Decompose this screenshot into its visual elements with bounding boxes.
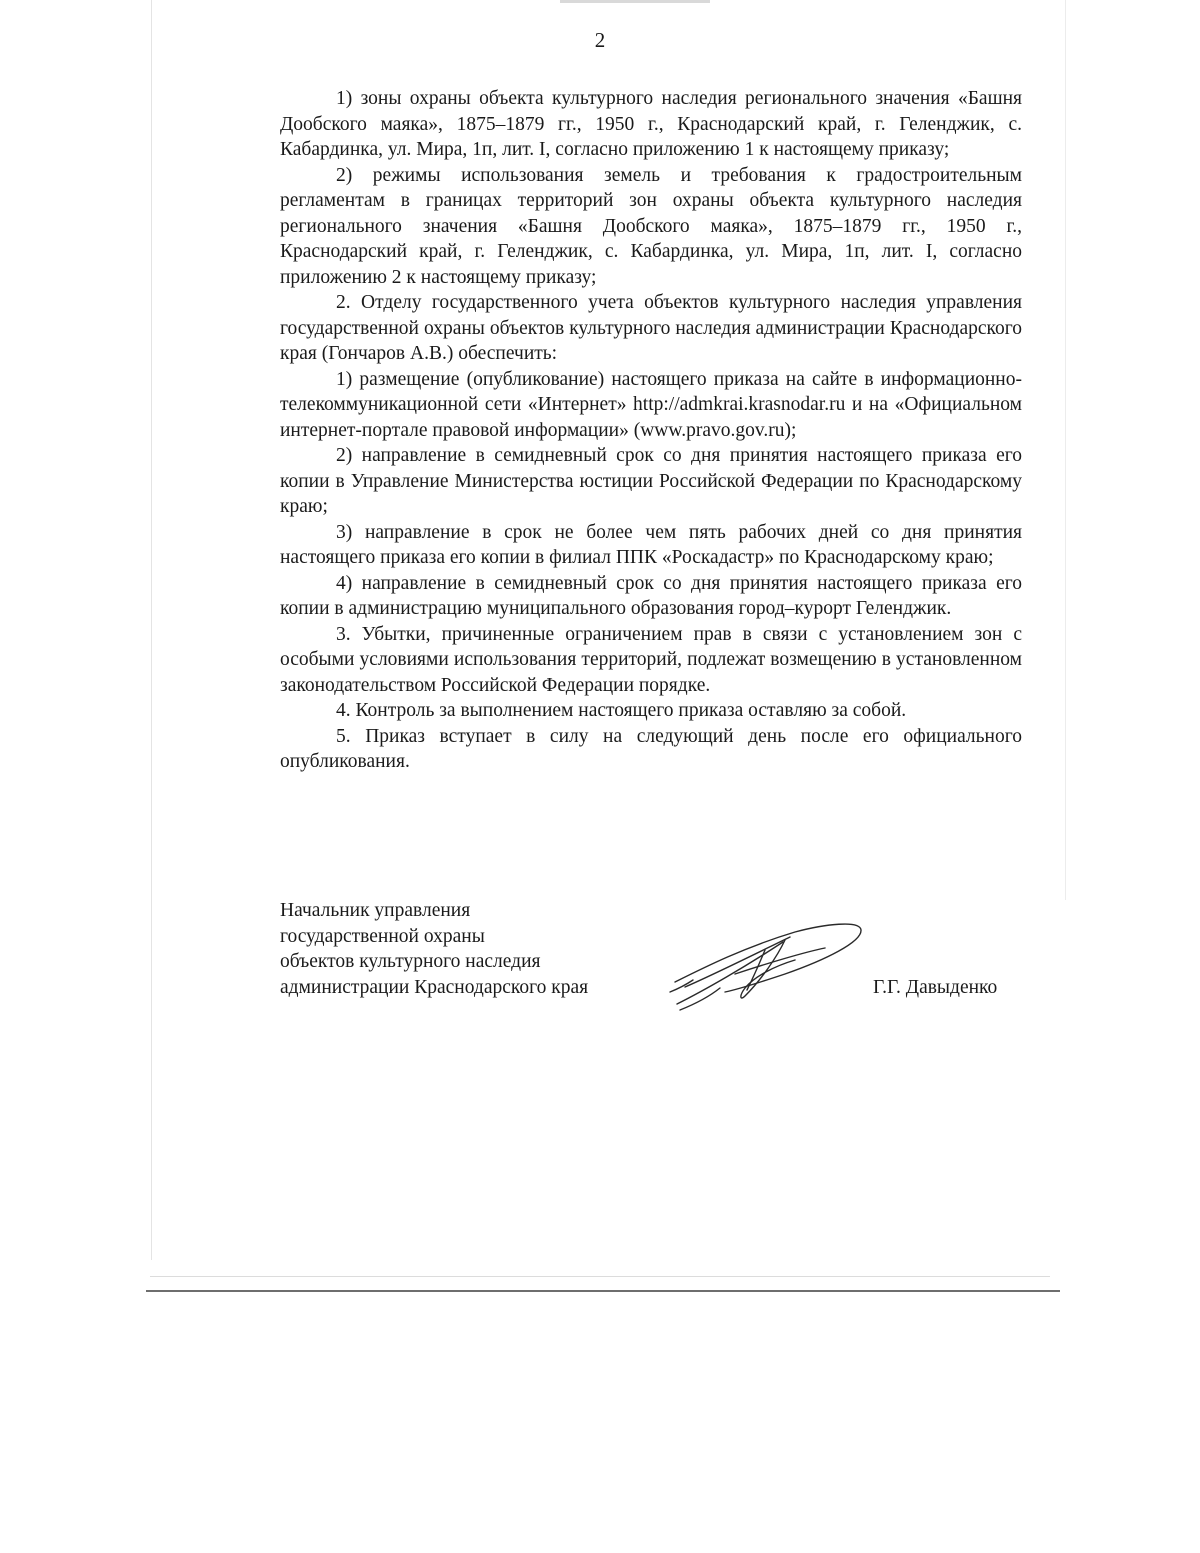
signatory-title-line: объектов культурного наследия xyxy=(280,951,541,972)
signatory-title xyxy=(280,898,588,1000)
document-body xyxy=(280,86,1022,775)
paragraph: 2. Отделу государственного учета объектов культурного наследия управления государственной охраны объектов культурного наследия администрации Краснодарского края (Гончаров А.В.) обеспечить: xyxy=(280,292,1022,364)
paragraph: 2) режимы использования земель и требования к градостроительным регламентам в границах территорий зон охраны объекта культурного наследия регионального значения «Башня Дообского маяка», 1875–1879 гг., 1950 г., Краснодарский край, г. Геленджик, с. Кабардинка, ул. Мира, 1п, лит. I, согласно приложению 2 к настоящему приказу; xyxy=(280,164,1022,288)
scan-artifact-line xyxy=(150,1276,1050,1277)
scan-artifact-top xyxy=(560,0,710,3)
paragraph: 1) зоны охраны объекта культурного наследия регионального значения «Башня Дообского маяка», 1875–1879 гг., 1950 г., Краснодарский край, г. Геленджик, с. Кабардинка, ул. Мира, 1п, лит. I, согласно приложению 1 к настоящему приказу; xyxy=(280,88,1022,160)
paragraph: 3. Убытки, причиненные ограничением прав в связи с установлением зон с особыми условиями использования территорий, подлежат возмещению в установленном законодательством Российской Федерации порядке. xyxy=(280,623,1022,696)
paragraph: 4) направление в семидневный срок со дня принятия настоящего приказа его копии в администрацию муниципального образования город–курорт Геленджик. xyxy=(280,572,1022,619)
signatory-title-line: государственной охраны xyxy=(280,925,485,947)
signatory-title-line: Начальник управления xyxy=(280,900,471,921)
paragraph: 3) направление в срок не более чем пять рабочих дней со дня принятия настоящего приказа его копии в филиал ППК «Роскадастр» по Краснодарскому краю; xyxy=(280,521,1022,568)
signatory-title-line: администрации Краснодарского края xyxy=(280,976,589,998)
page-number: 2 xyxy=(594,28,606,52)
handwritten-signature xyxy=(665,912,870,1016)
paragraph: 4. Контроль за выполнением настоящего приказа оставляю за собой. xyxy=(336,700,907,721)
scan-artifact-left-margin xyxy=(151,0,152,1260)
signatory-name: Г.Г. Давыденко xyxy=(873,977,998,998)
scan-artifact-right-margin xyxy=(1065,0,1066,900)
page-bottom-rule xyxy=(146,1290,1060,1292)
paragraph: 1) размещение (опубликование) настоящего приказа на сайте в информационно-телекоммуникационной сети «Интернет» http://admkrai.krasnodar.ru и на «Официальном интернет-портале правовой информации» (www.pravo.gov.ru); xyxy=(280,368,1022,441)
paragraph: 2) направление в семидневный срок со дня принятия настоящего приказа его копии в Управление Министерства юстиции Российской Федерации по Краснодарскому краю; xyxy=(280,445,1022,517)
paragraph: 5. Приказ вступает в силу на следующий день после его официального опубликования. xyxy=(280,725,1022,772)
